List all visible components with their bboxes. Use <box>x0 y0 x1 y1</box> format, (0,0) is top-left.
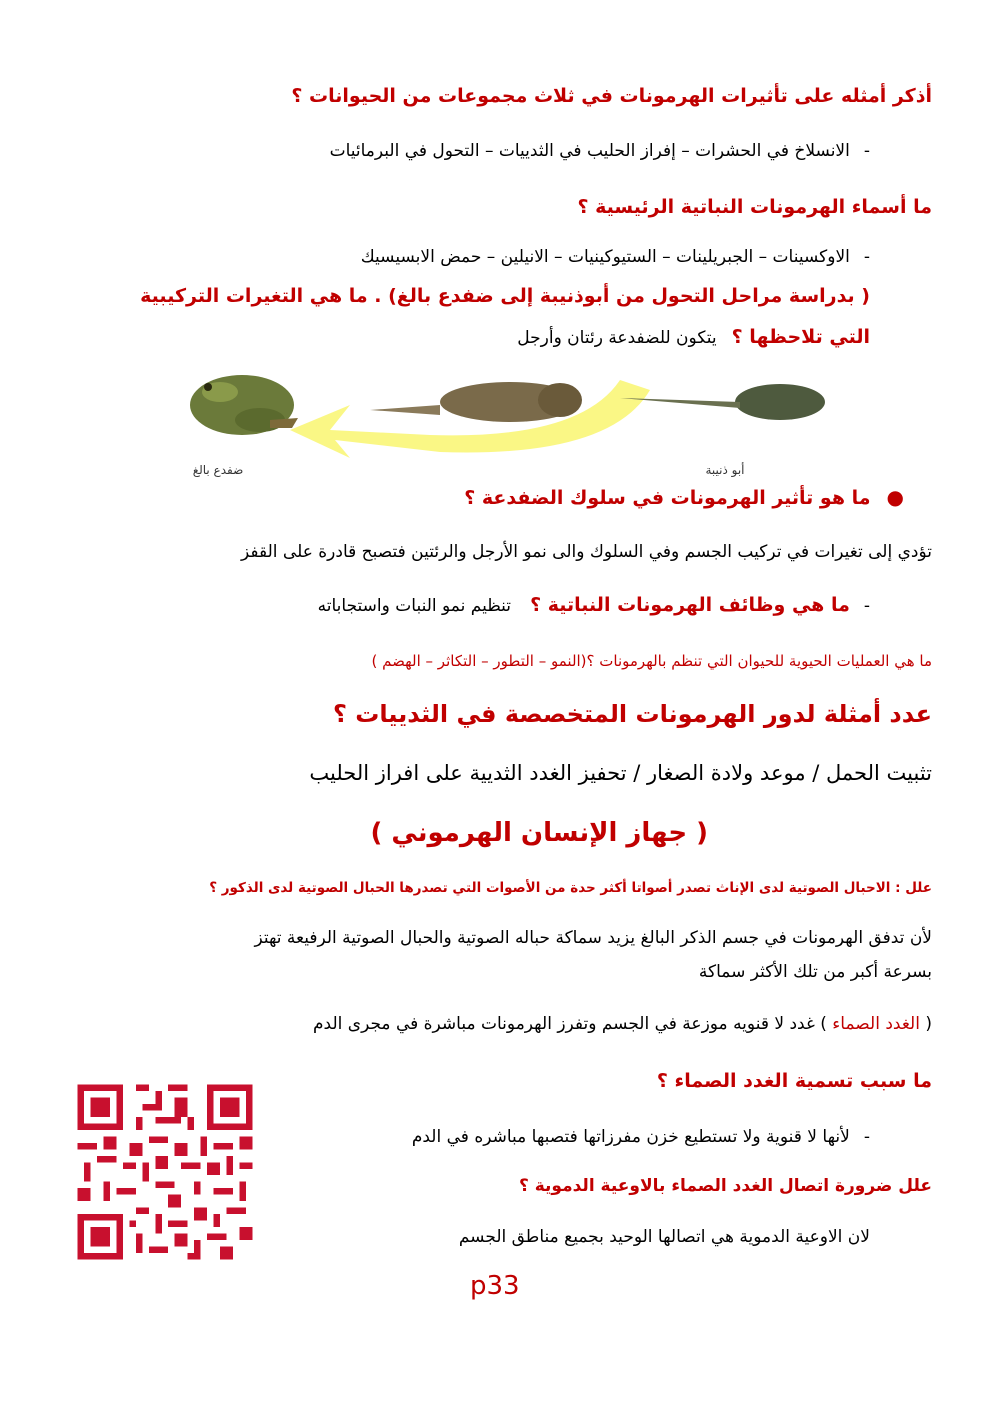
question-metamorphosis: ( بدراسة مراحل التحول من أبوذنيبة إلى ضفدع بالغ) . ما هي التغيرات التركيبية <box>140 285 870 307</box>
answer-vocal-cords-line2: بسرعة أكبر من تلك الأكثر سماكة <box>698 962 932 982</box>
answer-mammal-hormones: تثبيت الحمل / موعد ولادة الصغار / تحفيز الغدد الثديية على افراز الحليب <box>309 761 932 785</box>
juvenile-frog-icon <box>370 382 582 422</box>
answer-hormone-effects <box>330 141 870 161</box>
page-number: p33 <box>470 1271 520 1301</box>
answer-endocrine-naming <box>412 1127 870 1147</box>
answer-plant-hormones <box>361 247 870 267</box>
question-frog-behavior <box>464 485 904 509</box>
answer-text: لأنها لا قنوية ولا تستطيع خزن مفرزاتها فتصبها مباشره في الدم <box>411 1127 850 1147</box>
question-metamorphosis-line2 <box>517 326 870 348</box>
question-text: ما هي وظائف الهرمونات النباتية ؟ <box>530 594 850 616</box>
paren-open: ( <box>925 1014 932 1034</box>
question-vital-processes: ما هي العمليات الحيوية للحيوان التي تنظم بالهرمونات ؟(النمو – التطور – التكاثر – الهضم ) <box>371 652 932 670</box>
adult-frog-icon <box>190 375 298 435</box>
answer-metamorphosis: يتكون للضفدعة رئتان وأرجل <box>517 328 717 348</box>
question-plant-hormone-functions <box>318 594 870 616</box>
answer-blood-vessels: لان الاوعية الدموية هي اتصالها الوحيد بجميع مناطق الجسم <box>458 1227 870 1247</box>
qr-code-icon <box>68 1078 262 1266</box>
question-text: التي تلاحظها ؟ <box>731 326 870 348</box>
list-dash: - <box>863 596 870 616</box>
answer-text: الاوكسينات – الجبريلينات – الستيوكينيات – الانيلين – حمض الابسيسيك <box>360 247 850 267</box>
tadpole-icon <box>620 384 825 420</box>
answer-text: تنظيم نمو النبات واستجاباته <box>317 596 512 616</box>
answer-frog-behavior: تؤدي إلى تغيرات في تركيب الجسم وفي السلوك والى نمو الأرجل والرئتين فتصبح قادرة على القفز <box>241 542 932 562</box>
question-text: ما هو تأثير الهرمونات في سلوك الضفدعة ؟ <box>464 487 871 509</box>
bullet-icon: ● <box>886 485 904 509</box>
question-plant-hormones: ما أسماء الهرمونات النباتية الرئيسية ؟ <box>577 196 932 218</box>
label-adult-frog: ضفدع بالغ <box>192 463 244 477</box>
frog-metamorphosis-image <box>180 360 840 485</box>
list-dash: - <box>863 247 870 267</box>
section-title-human-endocrine: ( جهاز الإنسان الهرموني ) <box>370 818 708 848</box>
answer-vocal-cords-line1: لأن تدفق الهرمونات في جسم الذكر البالغ يزيد سماكة حباله الصوتية والحبال الصوتية الرفيعة تهتز <box>254 928 932 948</box>
paren-close: ) <box>820 1014 827 1034</box>
question-mammal-hormones: عدد أمثلة لدور الهرمونات المتخصصة في الثدييات ؟ <box>333 700 932 728</box>
definition-endocrine-glands <box>313 1014 932 1034</box>
answer-text: الانسلاخ في الحشرات – إفراز الحليب في الثدييات – التحول في البرمائيات <box>329 141 850 161</box>
question-hormone-effects: أذكر أمثله على تأثيرات الهرمونات في ثلاث مجموعات من الحيوانات ؟ <box>291 85 932 107</box>
question-endocrine-naming: ما سبب تسمية الغدد الصماء ؟ <box>656 1070 932 1092</box>
question-blood-vessels: علل ضرورة اتصال الغدد الصماء بالاوعية الدموية ؟ <box>518 1176 932 1196</box>
list-dash: - <box>863 141 870 161</box>
question-vocal-cords: علل : الاحبال الصوتية لدى الإناث تصدر أصواتا أكثر حدة من الأصوات التي تصدرها الحبال الصوتية لدى الذكور ؟ <box>209 880 932 896</box>
definition-text: غدد لا قنويه موزعة في الجسم وتفرز الهرمونات مباشرة في مجرى الدم <box>313 1014 815 1034</box>
label-tadpole: أبو ذنيبة <box>705 463 745 477</box>
list-dash: - <box>863 1127 870 1147</box>
definition-term: الغدد الصماء <box>832 1014 920 1034</box>
